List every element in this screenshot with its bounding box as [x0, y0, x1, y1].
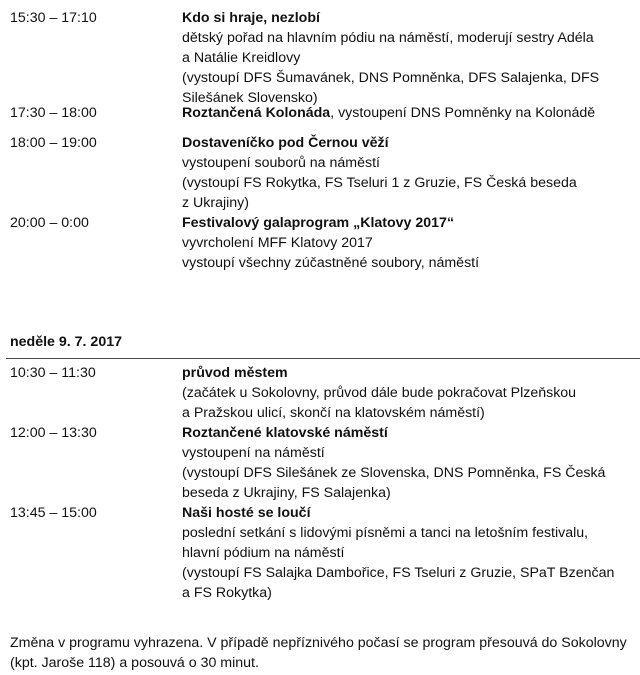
event-time: 18:00 – 19:00 [10, 135, 97, 151]
event [0, 133, 640, 213]
event-detail-line: vystoupí všechny zúčastněné soubory, náměstí [182, 255, 480, 271]
event-detail-line: poslední setkání s lidovými písněmi a tanci na letošním festivalu, [182, 525, 589, 541]
event [0, 363, 640, 423]
event [0, 103, 640, 123]
event-detail-line: (vystoupí FS Salajka Dambořice, FS Tseluri z Gruzie, SPaT Bzenčan [182, 565, 615, 581]
event [0, 423, 640, 503]
event-detail-line: (vystoupí DFS Šumavánek, DNS Pomněnka, DFS Salajenka, DFS [182, 70, 600, 86]
note-line: Změna v programu vyhrazena. V případě nepříznivého počasí se program přesouvá do Sokolovny [10, 635, 627, 651]
event-detail-line: Silešánek Slovensko) [182, 90, 318, 106]
event-title: Dostaveníčko pod Černou věží [182, 135, 389, 151]
event-time: 20:00 – 0:00 [10, 215, 89, 231]
event-title: průvod městem [182, 365, 288, 381]
event-title: Festivalový galaprogram „Klatovy 2017“ [182, 215, 455, 231]
event-detail-line: z Ukrajiny) [182, 195, 250, 211]
event-time: 10:30 – 11:30 [10, 365, 96, 381]
event-detail-line: vystoupení na náměstí [182, 445, 325, 461]
event-detail-line: (vystoupí DFS Silešánek ze Slovenska, DNS Pomněnka, FS Česká [182, 465, 606, 481]
event-title: Roztančená Kolonáda [182, 105, 331, 121]
event-time: 15:30 – 17:10 [10, 10, 97, 26]
event-title: Naši hosté se loučí [182, 505, 311, 521]
event-detail-line: vystoupení souborů na náměstí [182, 155, 380, 171]
event-time: 17:30 – 18:00 [10, 105, 97, 121]
event-detail-line: a Natálie Kreidlovy [182, 50, 301, 66]
event-detail-line: vyvrcholení MFF Klatovy 2017 [182, 235, 373, 251]
event-detail-line: a FS Rokytka) [182, 585, 272, 601]
event-detail-line: dětský pořad na hlavním pódiu na náměstí, moderují sestry Adéla [182, 30, 594, 46]
event-time: 13:45 – 15:00 [10, 505, 97, 521]
event-detail-line: (začátek u Sokolovny, průvod dále bude pokračovat Plzeňskou [182, 385, 577, 401]
event-detail-line: (vystoupí FS Rokytka, FS Tseluri 1 z Gruzie, FS Česká beseda [182, 175, 577, 191]
note-line: (kpt. Jaroše 118) a posouvá o 30 minut. [10, 655, 259, 671]
event [0, 503, 640, 603]
event [0, 8, 640, 108]
event-detail-line: beseda z Ukrajiny, FS Salajenka) [182, 485, 391, 501]
event-title: Kdo si hraje, nezlobí [182, 10, 320, 26]
event-title-suffix: , vystoupení DNS Pomněnky na Kolonádě [330, 105, 596, 121]
event-time: 12:00 – 13:30 [10, 425, 97, 441]
program-note [10, 633, 630, 673]
event-detail-line: hlavní pódium na náměstí [182, 545, 345, 561]
day-heading: neděle 9. 7. 2017 [10, 334, 122, 350]
event [0, 213, 640, 273]
event-title: Roztančené klatovské náměstí [182, 425, 388, 441]
divider [6, 358, 640, 359]
event-detail-line: a Pražskou ulicí, skončí na klatovském náměstí) [182, 405, 485, 421]
